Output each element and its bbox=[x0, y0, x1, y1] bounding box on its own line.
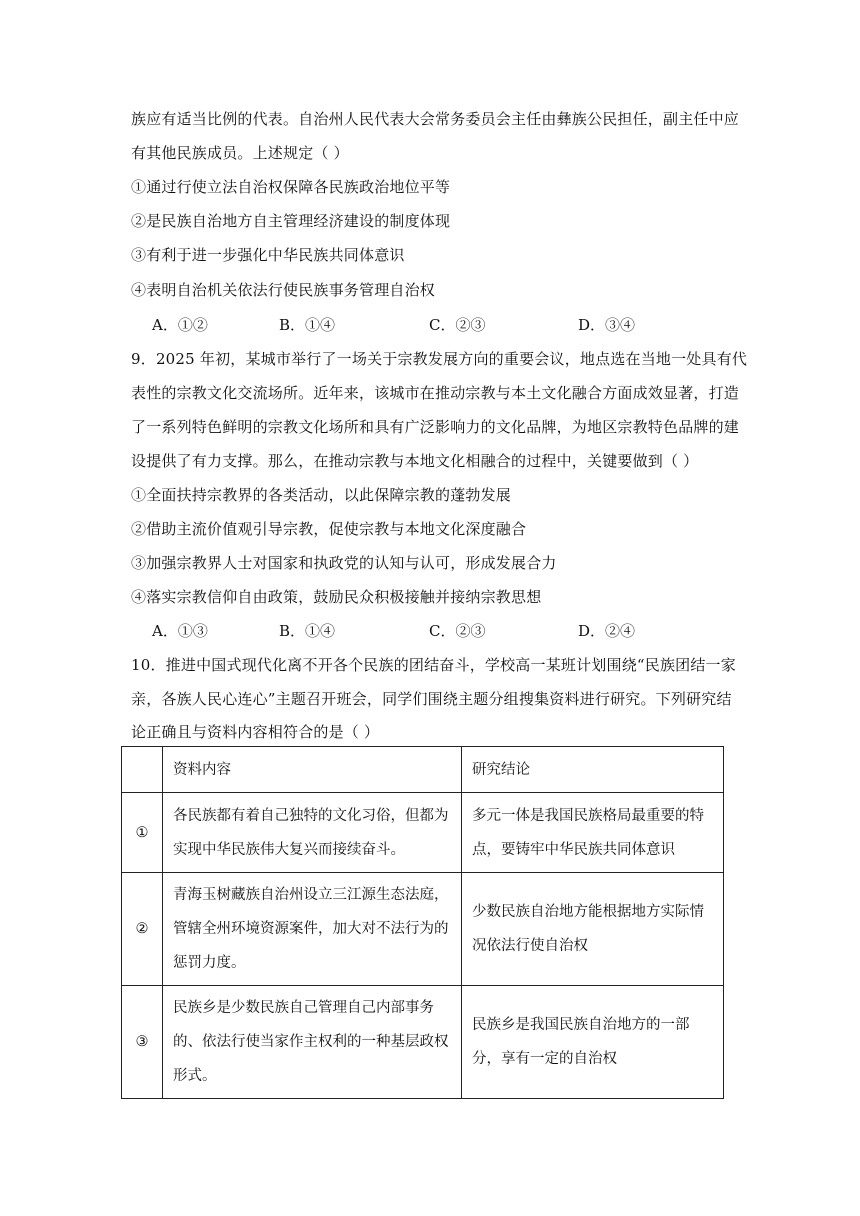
row-conclusion bbox=[462, 873, 724, 986]
q9-stem-line-4: 设提供了有力支撑。那么，在推动宗教与本地文化相融合的过程中，关键要做到（ ） bbox=[131, 452, 699, 470]
row-conclusion bbox=[462, 793, 724, 873]
table-header-content: 资料内容 bbox=[163, 747, 462, 793]
row-content bbox=[163, 793, 462, 873]
row-content bbox=[163, 873, 462, 986]
q8-statement-2: ②是民族自治地方自主管理经济建设的制度体现 bbox=[131, 212, 451, 230]
row-content-text: 民族乡是少数民族自己管理自己内部事务的、依法行使当家作主权利的一种基层政权形式。 bbox=[173, 1000, 449, 1084]
q9-stem-line-1: 9．2025 年初，某城市举行了一场关于宗教发展方向的重要会议，地点选在当地一处具有代 bbox=[131, 350, 748, 368]
q10-data-table bbox=[121, 746, 724, 1099]
row-conclusion-text: 少数民族自治地方能根据地方实际情况依法行使自治权 bbox=[472, 904, 704, 954]
q9-option-c[interactable]: C．②③ bbox=[429, 622, 486, 640]
q8-statement-1: ①通过行使立法自治权保障各民族政治地位平等 bbox=[131, 178, 451, 196]
q9-statement-3: ③加强宗教界人士对国家和执政党的认知与认可，形成发展合力 bbox=[131, 554, 557, 572]
q10-stem-line-2: 亲，各族人民心连心”主题召开班会，同学们围绕主题分组搜集资料进行研究。下列研究结 bbox=[131, 690, 732, 708]
row-conclusion-text: 民族乡是我国民族自治地方的一部分，享有一定的自治权 bbox=[472, 1017, 690, 1067]
q9-statement-1: ①全面扶持宗教界的各类活动，以此保障宗教的蓬勃发展 bbox=[131, 486, 512, 504]
table-row bbox=[122, 873, 724, 986]
q9-option-b[interactable]: B．①④ bbox=[279, 622, 336, 640]
row-content bbox=[163, 986, 462, 1099]
table-row bbox=[122, 793, 724, 873]
q10-stem-line-3: 论正确且与资料内容相符合的是（ ） bbox=[131, 723, 380, 741]
table-header-conclusion: 研究结论 bbox=[462, 747, 724, 793]
q9-statement-2: ②借助主流价值观引导宗教，促使宗教与本地文化深度融合 bbox=[131, 520, 527, 538]
q8-option-c[interactable]: C．②③ bbox=[429, 316, 486, 334]
table-header-row bbox=[122, 747, 724, 793]
q9-option-d[interactable]: D．②④ bbox=[578, 622, 636, 640]
q8-option-b[interactable]: B．①④ bbox=[279, 316, 336, 334]
row-content-text: 青海玉树藏族自治州设立三江源生态法庭，管辖全州环境资源案件，加大对不法行为的惩罚力度。 bbox=[173, 887, 449, 971]
row-conclusion bbox=[462, 986, 724, 1099]
q8-statement-3: ③有利于进一步强化中华民族共同体意识 bbox=[131, 246, 405, 264]
row-number: ③ bbox=[122, 986, 163, 1099]
row-content-text: 各民族都有着自己独特的文化习俗，但都为实现中华民族伟大复兴而接续奋斗。 bbox=[173, 807, 449, 858]
row-number: ② bbox=[122, 873, 163, 986]
q8-stem-line-2: 有其他民族成员。上述规定（ ） bbox=[131, 144, 349, 162]
q10-stem-line-1: 10．推进中国式现代化离不开各个民族的团结奋斗，学校高一某班计划围绕“民族团结一家 bbox=[131, 656, 736, 674]
table-header-index bbox=[122, 747, 163, 793]
q8-option-d[interactable]: D．③④ bbox=[578, 316, 636, 334]
q8-option-a[interactable]: A．①② bbox=[152, 316, 208, 334]
q8-stem-line-1: 族应有适当比例的代表。自治州人民代表大会常务委员会主任由彝族公民担任，副主任中应 bbox=[131, 110, 740, 128]
q9-option-a[interactable]: A．①③ bbox=[152, 622, 208, 640]
row-number: ① bbox=[122, 793, 163, 873]
q9-stem-line-2: 表性的宗教文化交流场所。近年来，该城市在推动宗教与本土文化融合方面成效显著，打造 bbox=[131, 384, 740, 402]
q8-statement-4: ④表明自治机关依法行使民族事务管理自治权 bbox=[131, 281, 436, 299]
q9-stem-line-3: 了一系列特色鲜明的宗教文化场所和具有广泛影响力的文化品牌，为地区宗教特色品牌的建 bbox=[131, 418, 740, 436]
row-conclusion-text: 多元一体是我国民族格局最重要的特点，要铸牢中华民族共同体意识 bbox=[472, 807, 704, 858]
q9-statement-4: ④落实宗教信仰自由政策，鼓励民众积极接触并接纳宗教思想 bbox=[131, 588, 542, 606]
table-row bbox=[122, 986, 724, 1099]
